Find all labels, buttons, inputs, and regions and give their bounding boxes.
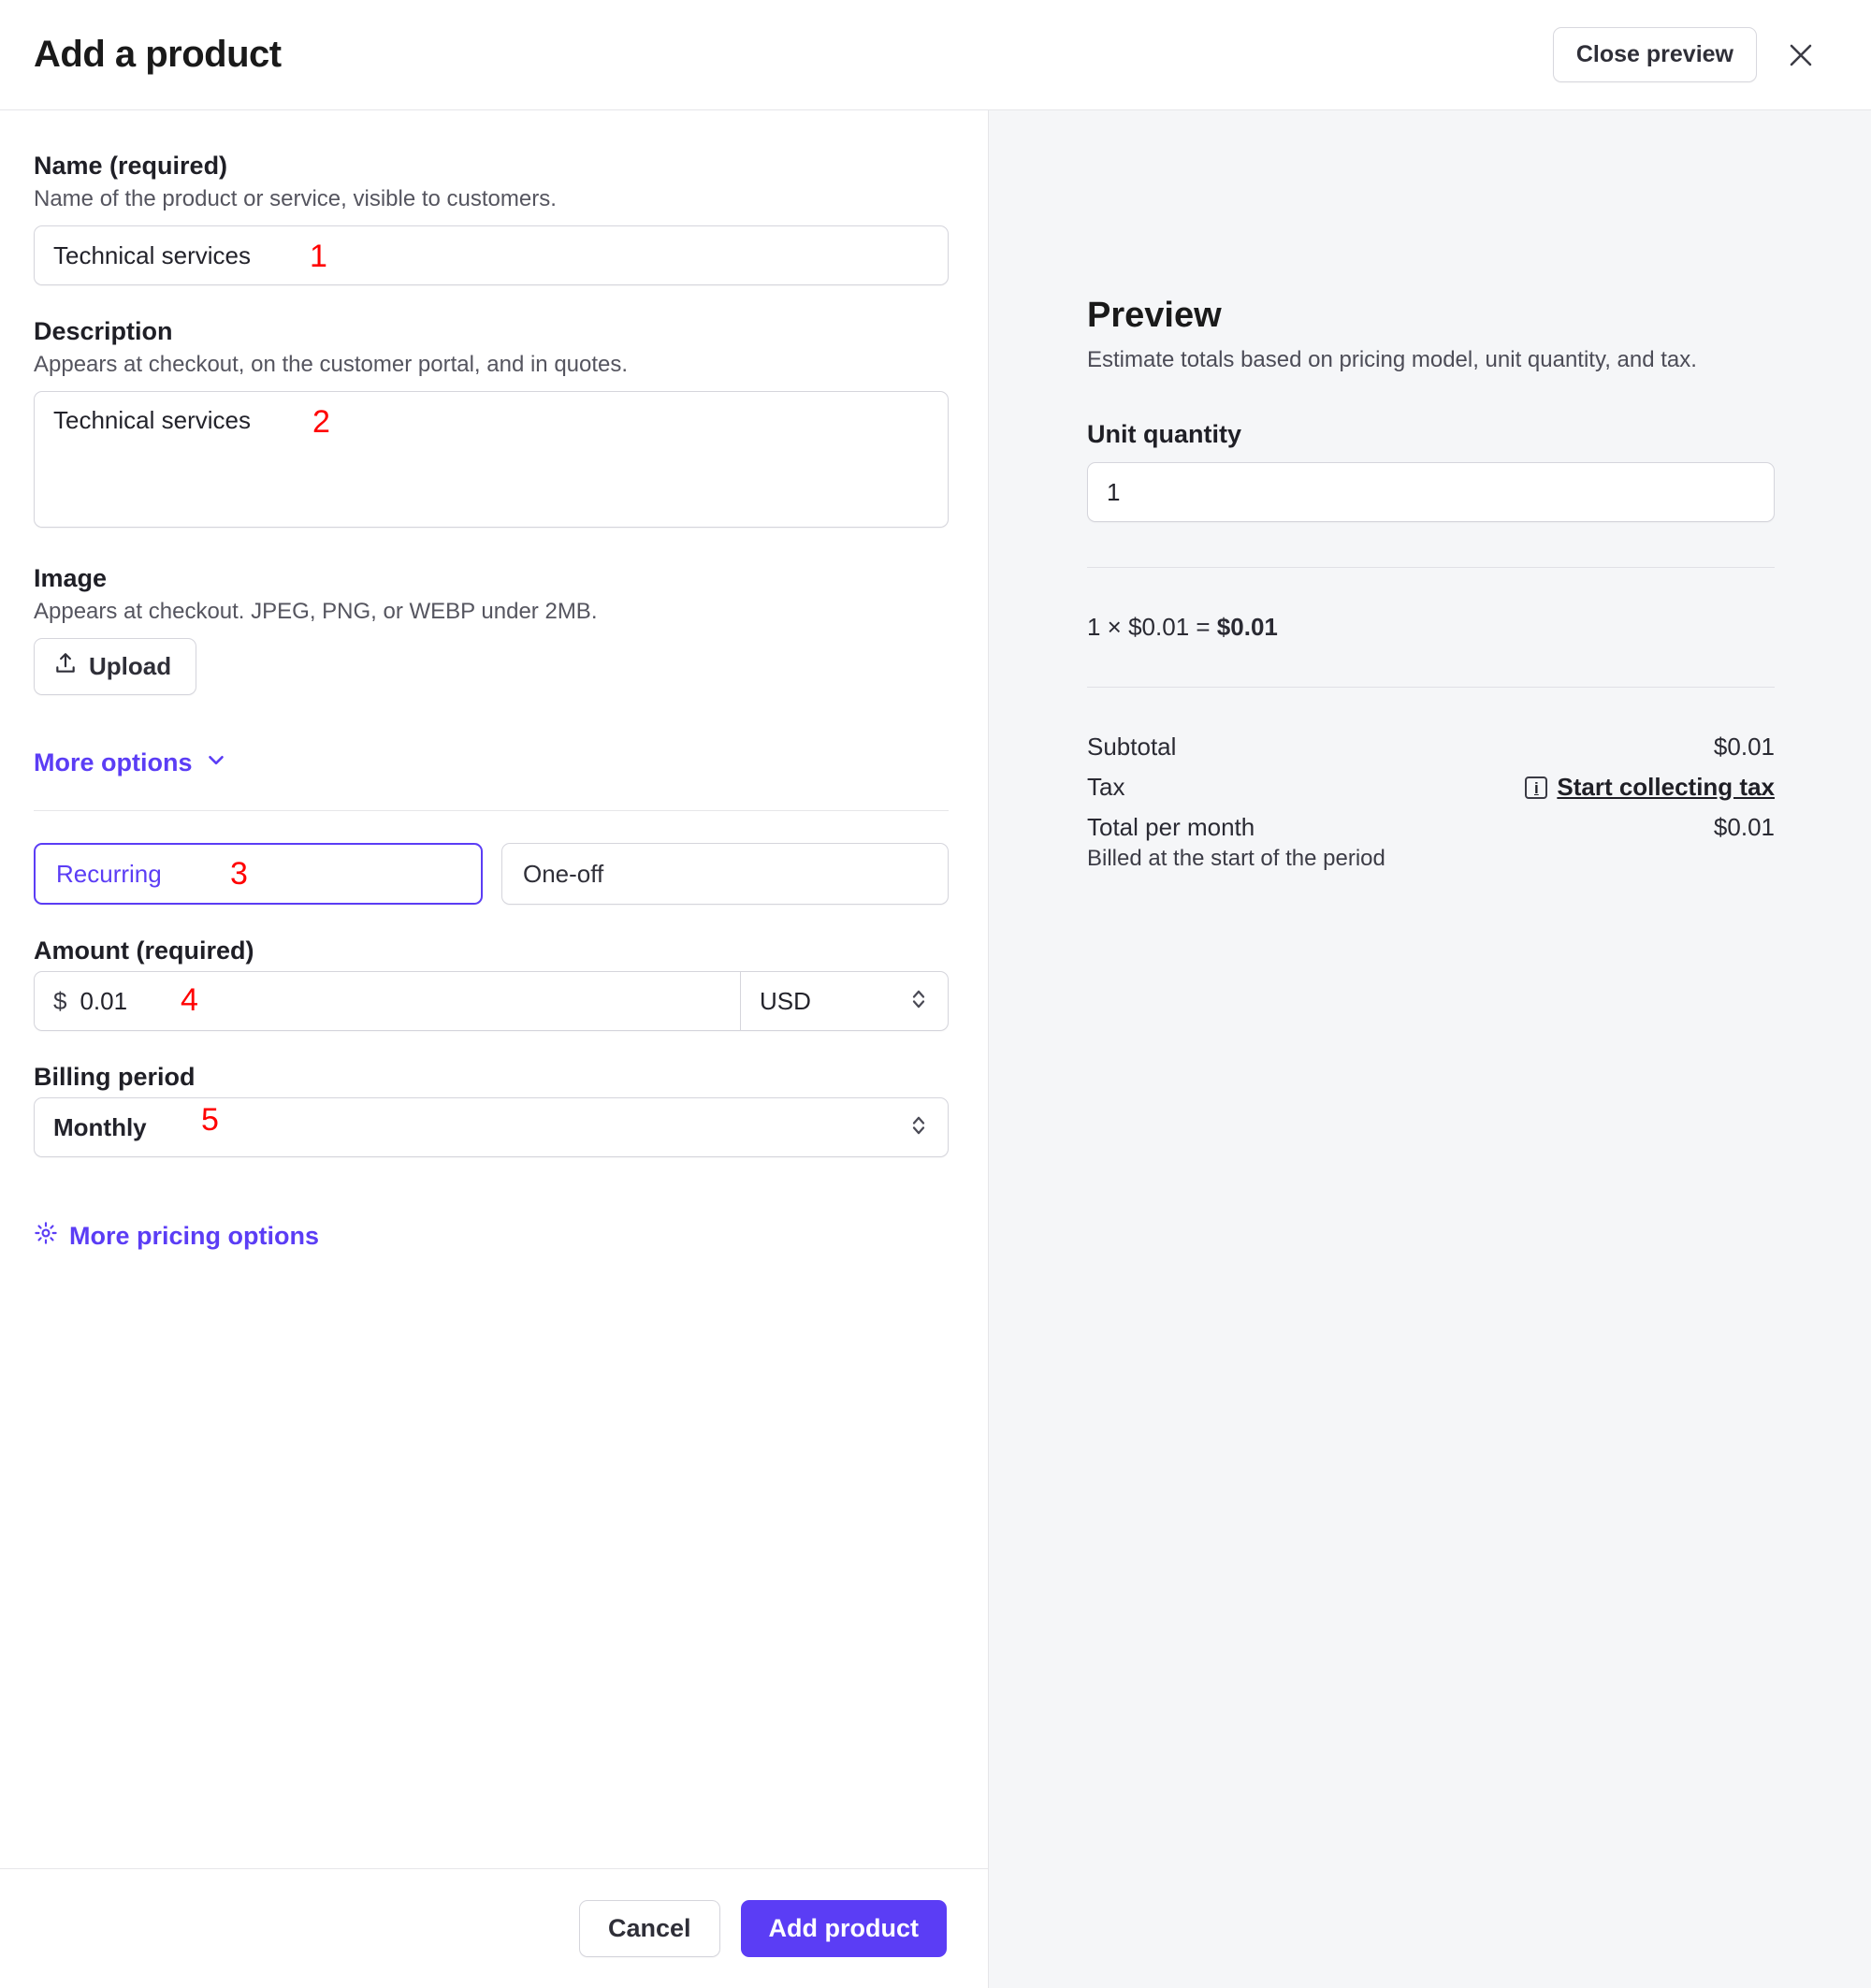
name-label: Name (required) (34, 152, 228, 180)
more-pricing-options-link[interactable] (34, 1221, 319, 1252)
name-input[interactable] (34, 225, 949, 285)
amount-value: 0.01 (80, 986, 128, 1015)
amount-input[interactable] (35, 972, 740, 1030)
pricing-model-toggle-group (34, 843, 949, 905)
image-label: Image (34, 564, 108, 592)
subtotal-row (1087, 733, 1775, 762)
description-field-group (34, 317, 954, 532)
gear-icon (34, 1221, 58, 1252)
name-field-group (34, 152, 954, 285)
more-pricing-options-label: More pricing options (69, 1222, 319, 1250)
pricing-model-recurring-label: Recurring (56, 859, 162, 888)
amount-field-group (34, 936, 954, 1031)
tax-label: Tax (1087, 773, 1125, 801)
upload-button-label: Upload (89, 652, 172, 680)
upload-icon (53, 651, 78, 682)
pricing-model-one-off[interactable] (501, 843, 949, 905)
close-preview-button[interactable]: Close preview (1553, 27, 1757, 82)
chevron-updown-icon (908, 1111, 929, 1144)
info-icon: i (1525, 776, 1547, 799)
billing-period-label: Billing period (34, 1063, 196, 1091)
billed-note: Billed at the start of the period (1087, 846, 1385, 871)
modal-body (0, 110, 1871, 1988)
description-textarea[interactable] (34, 391, 949, 528)
close-icon[interactable] (1779, 34, 1822, 77)
start-collecting-tax-label: Start collecting tax (1557, 773, 1775, 801)
modal-footer (0, 1868, 988, 1988)
step-marker-1: 1 (310, 239, 327, 274)
page-title: Add a product (34, 34, 282, 75)
image-help: Appears at checkout. JPEG, PNG, or WEBP under 2MB. (34, 599, 598, 624)
header-actions (1553, 27, 1822, 82)
amount-input-row (34, 971, 949, 1031)
currency-symbol: $ (53, 986, 67, 1015)
unit-price-calculation (1087, 613, 1775, 642)
amount-label: Amount (required) (34, 936, 254, 965)
description-help: Appears at checkout, on the customer portal, and in quotes. (34, 352, 629, 377)
billing-period-select[interactable] (34, 1097, 949, 1157)
image-field-group (34, 564, 954, 695)
pricing-model-recurring[interactable] (34, 843, 483, 905)
currency-select[interactable] (740, 972, 948, 1030)
product-form-panel (0, 110, 989, 1988)
preview-subtitle: Estimate totals based on pricing model, unit quantity, and tax. (1087, 347, 1697, 372)
preview-divider-bottom (1087, 687, 1775, 688)
preview-panel (989, 110, 1871, 1988)
start-collecting-tax-link[interactable] (1525, 773, 1775, 802)
subtotal-label: Subtotal (1087, 733, 1177, 761)
billing-period-value: Monthly (53, 1112, 147, 1141)
chevron-down-icon (204, 747, 228, 778)
name-help: Name of the product or service, visible to customers. (34, 186, 557, 211)
more-options-label: More options (34, 748, 193, 776)
subtotal-value: $0.01 (1713, 733, 1775, 761)
section-divider (34, 810, 949, 811)
step-marker-5: 5 (201, 1101, 219, 1138)
product-form (0, 110, 988, 1868)
calc-result: $0.01 (1216, 613, 1278, 641)
step-marker-2: 2 (312, 404, 330, 440)
pricing-model-one-off-label: One-off (523, 859, 604, 888)
upload-button[interactable] (34, 638, 196, 695)
cancel-button[interactable]: Cancel (579, 1900, 720, 1957)
tax-row (1087, 773, 1775, 802)
total-value: $0.01 (1713, 813, 1775, 841)
preview-divider-top (1087, 567, 1775, 568)
modal-header (0, 0, 1871, 110)
total-row (1087, 813, 1775, 842)
preview-title: Preview (1087, 296, 1222, 335)
chevron-updown-icon (908, 985, 929, 1018)
step-marker-3: 3 (230, 856, 248, 892)
calc-prefix: 1 × $0.01 = (1087, 613, 1217, 641)
unit-quantity-label: Unit quantity (1087, 420, 1241, 448)
add-product-button[interactable]: Add product (741, 1900, 947, 1957)
more-options-toggle[interactable] (34, 747, 228, 778)
billing-period-field-group (34, 1063, 954, 1157)
description-label: Description (34, 317, 173, 345)
currency-value: USD (760, 986, 811, 1015)
unit-quantity-input[interactable] (1087, 462, 1775, 522)
total-label: Total per month (1087, 813, 1255, 841)
step-marker-4: 4 (181, 982, 198, 1018)
